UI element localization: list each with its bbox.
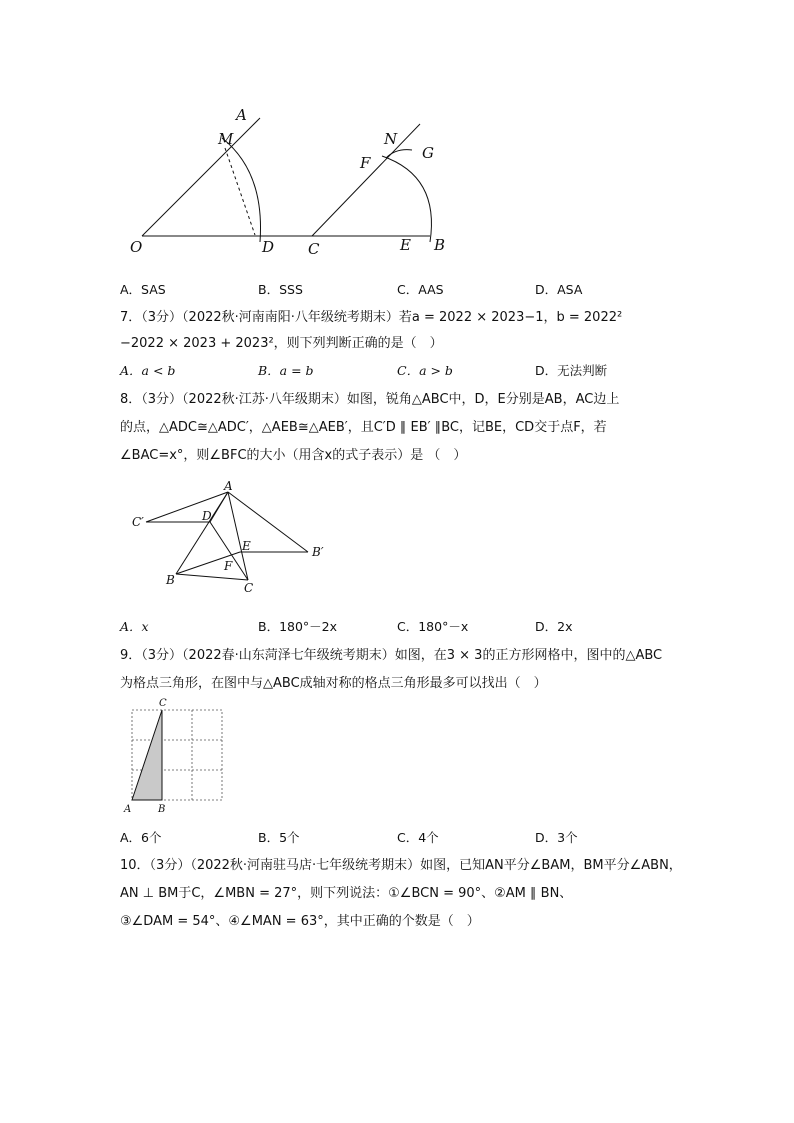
q6-option-c[interactable]: C．AAS (397, 282, 444, 297)
q9-option-a[interactable]: A．6个 (120, 830, 162, 845)
q7-stem-line2: −2022 × 2023 + 2023²，则下列判断正确的是（ ） (120, 336, 443, 351)
label-O: O (130, 238, 143, 256)
label-Bprime: B′ (312, 545, 324, 559)
seg-ACp (146, 492, 228, 522)
q8-option-d[interactable]: D．2x (535, 619, 573, 634)
q7-option-b[interactable]: B．a = b (258, 363, 314, 378)
label-G: G (422, 144, 434, 162)
label-F: F (224, 559, 233, 573)
q10-stem-line2: AN ⊥ BM于C，∠MBN = 27°，则下列说法：①∠BCN = 90°、②AM ∥ BN、 (120, 886, 573, 901)
q9-option-c[interactable]: C．4个 (397, 830, 439, 845)
label-E: E (242, 539, 251, 553)
label-B: B (158, 804, 166, 815)
q6-figure (120, 100, 480, 260)
label-E: E (400, 236, 411, 254)
dashed-MD (225, 148, 255, 235)
label-B: B (166, 573, 175, 587)
q9-stem-line1: 9．（3分）（2022春·山东菏泽七年级统考期末）如图，在3 × 3的正方形网格中，图中的△ABC (120, 648, 663, 663)
q6-option-b[interactable]: B．SSS (258, 282, 303, 297)
ray-CG (312, 124, 420, 236)
ray-OA (142, 118, 260, 236)
q6-option-a[interactable]: A．SAS (120, 282, 166, 297)
q9-stem-line2: 为格点三角形，在图中与△ABC成轴对称的格点三角形最多可以找出（ ） (120, 676, 547, 691)
label-B: B (434, 236, 446, 254)
q10-stem-line3: ③∠DAM = 54°、④∠MAN = 63°，其中正确的个数是（ ） (120, 914, 480, 929)
q7-stem-line1: 7．（3分）（2022秋·河南南阳·八年级统考期末）若a = 2022 × 2023−1，b = 2022² (120, 310, 623, 325)
q8-stem-line1: 8．（3分）（2022秋·江苏·八年级期末）如图，锐角△ABC中，D，E分别是AB，AC边上 (120, 392, 620, 407)
q8-stem-line2: 的点，△ADC≅△ADC′，△AEB≅△AEB′，且C′D ∥ EB′ ∥BC，记BE，CD交于点F，若 (120, 420, 607, 435)
arc-MD (222, 138, 261, 242)
label-N: N (384, 130, 398, 148)
label-A: A (224, 479, 233, 493)
seg-BC (176, 574, 248, 580)
q10-stem-line1: 10．（3分）（2022秋·河南驻马店·七年级统考期末）如图，已知AN平分∠BAM，BM平分∠ABN， (120, 858, 682, 873)
q6-option-d[interactable]: D．ASA (535, 282, 583, 297)
arc-NE (382, 156, 431, 242)
q9-option-d[interactable]: D．3个 (535, 830, 578, 845)
label-Cprime: C′ (132, 515, 144, 529)
q7-option-c[interactable]: C．a > b (397, 363, 453, 378)
q9-figure (120, 696, 232, 816)
q8-option-a[interactable]: A．x (120, 619, 149, 634)
q8-option-c[interactable]: C．180°－x (397, 619, 469, 634)
label-F: F (360, 154, 371, 172)
q7-option-d[interactable]: D．无法判断 (535, 363, 608, 378)
label-C: C (244, 581, 254, 595)
label-D: D (202, 509, 212, 523)
q7-option-a[interactable]: A．a < b (120, 363, 176, 378)
seg-AD (210, 492, 228, 522)
label-A: A (236, 106, 247, 124)
q9-option-b[interactable]: B．5个 (258, 830, 300, 845)
label-M: M (218, 130, 234, 148)
q8-figure (126, 478, 336, 598)
q8-stem-line3: ∠BAC=x°，则∠BFC的大小（用含x的式子表示）是 （ ） (120, 448, 467, 463)
arc-cross-N (386, 150, 412, 158)
label-A: A (124, 804, 132, 815)
label-C: C (308, 240, 320, 258)
label-C: C (159, 698, 167, 709)
triangle-ABC (132, 710, 162, 800)
label-D: D (262, 238, 275, 256)
q8-option-b[interactable]: B．180°－2x (258, 619, 338, 634)
